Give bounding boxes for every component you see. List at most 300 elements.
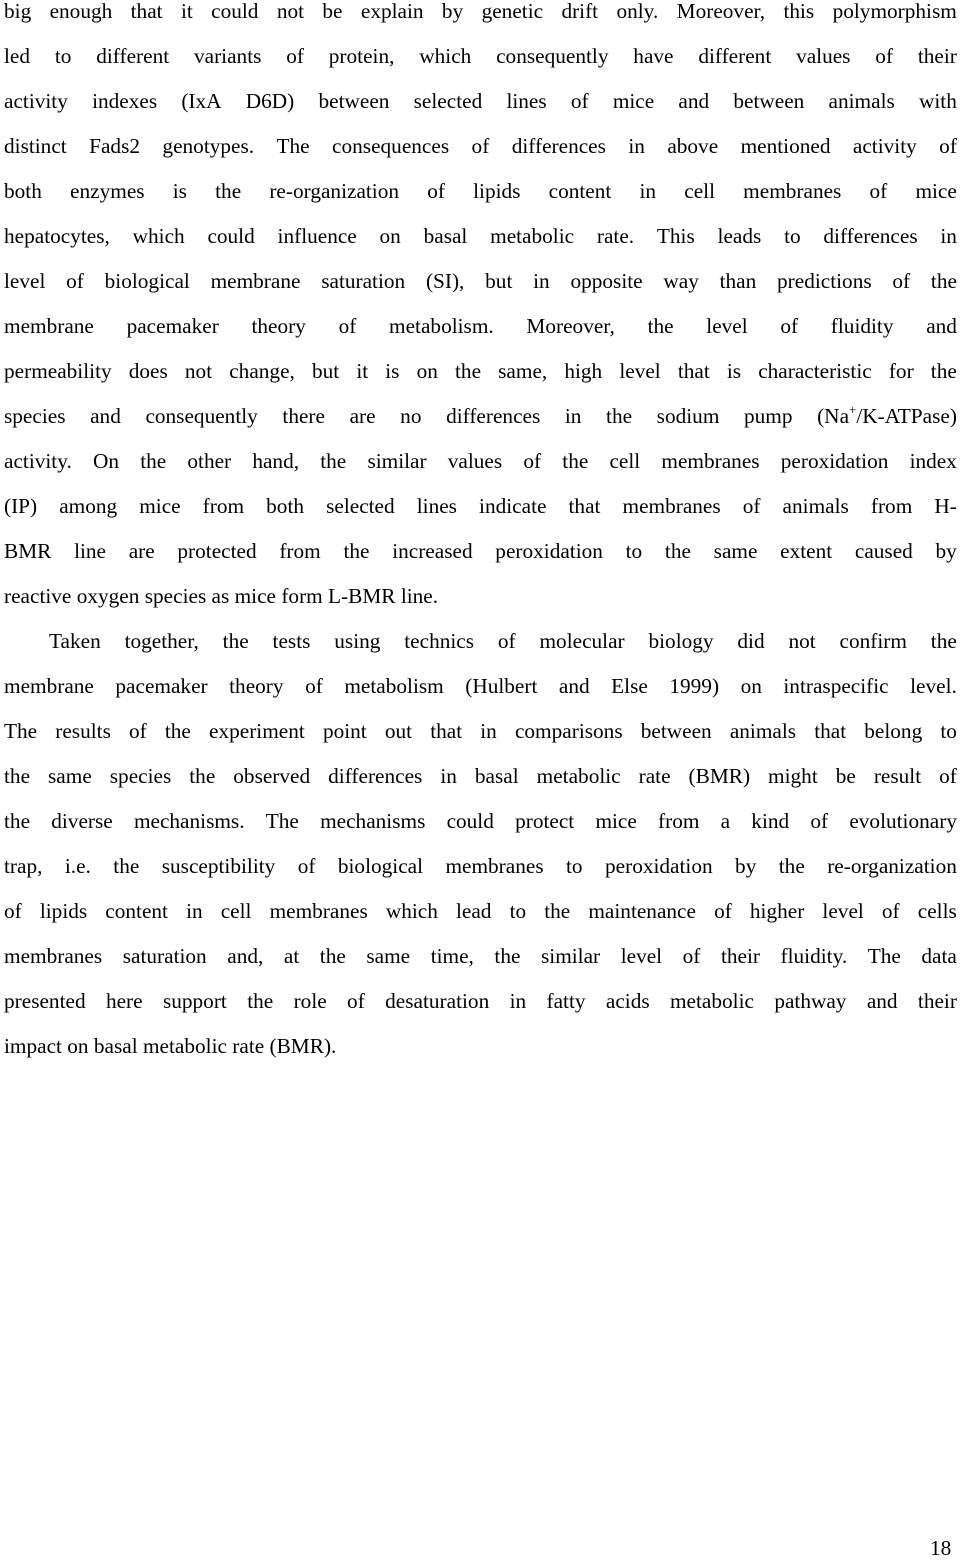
- text-word: the: [140, 449, 167, 473]
- text-word: on: [379, 224, 401, 248]
- text-word: of: [875, 44, 894, 68]
- text-word: theory: [229, 674, 284, 698]
- text-word: in: [628, 134, 645, 158]
- text-word: of: [939, 134, 957, 158]
- text-word: indexes: [92, 89, 158, 113]
- text-word: the: [606, 404, 633, 428]
- text-word: only.: [616, 0, 659, 23]
- text-word: in: [186, 899, 203, 923]
- text-word: in: [533, 269, 550, 293]
- text-word: in: [564, 404, 582, 428]
- text-word: of: [286, 44, 304, 68]
- text-word: level: [619, 359, 661, 383]
- text-word: mentioned: [740, 134, 831, 158]
- text-word: the: [544, 899, 571, 923]
- text-word: rate.: [596, 224, 635, 248]
- text-word: there: [282, 404, 325, 428]
- text-word: that: [677, 359, 710, 383]
- text-word: did: [737, 629, 765, 653]
- text-word: desaturation: [385, 989, 490, 1013]
- text-word: of: [869, 179, 888, 203]
- text-word: together,: [124, 629, 199, 653]
- text-word: (SI),: [425, 269, 465, 293]
- text-word: to: [566, 854, 583, 878]
- text-word: mice: [915, 179, 957, 203]
- text-word: be: [322, 0, 343, 23]
- text-word: On: [92, 449, 120, 473]
- text-word: i.e.: [64, 854, 91, 878]
- text-word: in: [480, 719, 497, 743]
- text-word: (IxA: [181, 89, 222, 113]
- text-word: among: [59, 494, 118, 518]
- text-word: the: [247, 989, 274, 1013]
- text-word: genotypes.: [162, 134, 255, 158]
- text-word: membrane: [4, 314, 94, 338]
- text-word: to: [54, 44, 72, 68]
- text-word: is: [726, 359, 742, 383]
- text-word: membranes: [4, 944, 103, 968]
- text-word: be: [835, 764, 856, 788]
- text-word: selected: [326, 494, 395, 518]
- text-word: sodium: [656, 404, 720, 428]
- text-word: peroxidation: [780, 449, 889, 473]
- text-word: metabolic: [669, 989, 754, 1013]
- text-word: rate: [638, 764, 671, 788]
- text-word: differences: [328, 764, 423, 788]
- text-word: could: [211, 0, 259, 23]
- text-word: activity: [4, 89, 68, 113]
- text-word: evolutionary: [849, 809, 957, 833]
- text-word: differences: [446, 404, 541, 428]
- text-line: [4, 176, 957, 206]
- text-word: metabolism: [344, 674, 444, 698]
- text-line: [4, 356, 957, 386]
- text-word: and: [926, 314, 957, 338]
- text-word: the: [455, 359, 482, 383]
- text-word: characteristic: [758, 359, 872, 383]
- text-word: This: [656, 224, 695, 248]
- text-word: The: [265, 809, 299, 833]
- text-word: but: [311, 359, 340, 383]
- text-word: similar: [367, 449, 427, 473]
- text-word: the: [215, 179, 242, 203]
- text-word: presented: [4, 989, 86, 1013]
- text-word: cells: [917, 899, 957, 923]
- text-word: experiment: [209, 719, 305, 743]
- text-word: variants: [193, 44, 262, 68]
- text-word: could: [446, 809, 494, 833]
- text-word: similar: [541, 944, 601, 968]
- text-line: [4, 311, 957, 341]
- text-word: of: [810, 809, 829, 833]
- text-word: which: [419, 44, 472, 68]
- text-line: [4, 941, 957, 971]
- text-word: of: [66, 269, 84, 293]
- text-word: Taken: [49, 629, 101, 653]
- text-word: metabolism.: [389, 314, 494, 338]
- text-word: Else: [611, 674, 648, 698]
- text-word: lines: [506, 89, 547, 113]
- text-word: the: [4, 809, 31, 833]
- text-word: tests: [272, 629, 311, 653]
- text-word: saturation: [122, 944, 207, 968]
- text-word: influence: [277, 224, 357, 248]
- text-word: led: [4, 44, 31, 68]
- text-word: The: [867, 944, 901, 968]
- text-word: using: [334, 629, 381, 653]
- text-word: susceptibility: [161, 854, 276, 878]
- text-line: [49, 626, 957, 656]
- text-word: lipids: [39, 899, 88, 923]
- text-word: in: [940, 224, 957, 248]
- text-word: between: [733, 89, 805, 113]
- text-word: molecular: [539, 629, 625, 653]
- text-word: at: [283, 944, 300, 968]
- text-word: level: [620, 944, 663, 968]
- text-word: but: [485, 269, 513, 293]
- text-word: level: [706, 314, 748, 338]
- text-word: for: [888, 359, 914, 383]
- text-line: [4, 221, 957, 251]
- text-word: that: [430, 719, 463, 743]
- text-word: that: [568, 494, 601, 518]
- text-word: mechanisms.: [133, 809, 245, 833]
- text-word: that: [814, 719, 847, 743]
- text-word: and: [90, 404, 121, 428]
- text-word: are: [349, 404, 376, 428]
- text-word: trap,: [4, 854, 43, 878]
- text-word: by: [935, 539, 957, 563]
- text-word: the: [189, 764, 216, 788]
- text-word: (Na+/K-ATPase): [817, 402, 957, 428]
- text-word: lipids: [473, 179, 521, 203]
- text-word: with: [918, 89, 957, 113]
- text-word: their: [917, 44, 957, 68]
- text-word: protect: [515, 809, 575, 833]
- text-word: by: [735, 854, 757, 878]
- text-word: of: [471, 134, 490, 158]
- text-word: genetic: [481, 0, 544, 23]
- text-word: differences: [511, 134, 606, 158]
- text-word: the: [222, 629, 249, 653]
- text-word: not: [184, 359, 213, 383]
- text-word: a: [720, 809, 731, 833]
- text-word: pacemaker: [126, 314, 219, 338]
- text-word: pathway: [774, 989, 847, 1013]
- text-word: pump: [743, 404, 793, 428]
- text-word: level.: [910, 674, 957, 698]
- text-word: Fads2: [89, 134, 141, 158]
- text-line: [4, 0, 957, 26]
- text-word: could: [207, 224, 255, 248]
- text-word: high: [564, 359, 603, 383]
- text-word: the: [4, 764, 31, 788]
- text-word: by: [441, 0, 464, 23]
- text-word: biology: [648, 629, 714, 653]
- text-word: and: [866, 989, 898, 1013]
- text-line: [4, 671, 957, 701]
- text-word: theory: [251, 314, 306, 338]
- text-word: role: [293, 989, 327, 1013]
- text-word: Moreover,: [526, 314, 615, 338]
- text-word: of: [682, 944, 701, 968]
- text-word: kind: [751, 809, 790, 833]
- text-word: time,: [430, 944, 474, 968]
- text-word: of: [892, 269, 911, 293]
- text-word: increased: [392, 539, 473, 563]
- text-word: enzymes: [70, 179, 145, 203]
- text-word: extent: [780, 539, 833, 563]
- text-word: from: [658, 809, 700, 833]
- text-word: above: [667, 134, 719, 158]
- text-word: metabolic: [536, 764, 621, 788]
- text-word: does: [128, 359, 168, 383]
- text-word: the: [778, 854, 805, 878]
- text-word: in: [509, 989, 527, 1013]
- text-word: which: [385, 899, 438, 923]
- text-word: of: [881, 899, 900, 923]
- text-word: the: [930, 269, 957, 293]
- text-word: leads: [717, 224, 762, 248]
- text-word: hepatocytes,: [4, 224, 110, 248]
- text-word: from: [870, 494, 913, 518]
- text-word: different: [96, 44, 170, 68]
- text-word: their: [720, 944, 760, 968]
- text-word: results: [55, 719, 111, 743]
- text-word: their: [917, 989, 957, 1013]
- text-word: point: [322, 719, 367, 743]
- text-word: activity: [852, 134, 917, 158]
- text-word: this: [783, 0, 815, 23]
- text-line: [4, 806, 957, 836]
- text-word: to: [509, 899, 527, 923]
- text-word: saturation: [321, 269, 406, 293]
- text-word: the: [343, 539, 370, 563]
- text-word: might: [768, 764, 818, 788]
- text-word: animals: [828, 89, 895, 113]
- text-word: biological: [337, 854, 424, 878]
- text-word: that: [130, 0, 163, 23]
- text-word: indicate: [479, 494, 547, 518]
- text-word: and: [558, 674, 590, 698]
- text-word: (IP): [4, 494, 38, 518]
- text-word: explain: [360, 0, 424, 23]
- page-number: 18: [930, 1536, 952, 1560]
- text-word: cell: [684, 179, 715, 203]
- text-word: to: [940, 719, 957, 743]
- text-word: membranes: [445, 854, 544, 878]
- text-word: way: [663, 269, 699, 293]
- text-word: peroxidation: [495, 539, 603, 563]
- text-word: technics: [404, 629, 475, 653]
- text-word: support: [162, 989, 227, 1013]
- text-word: not: [788, 629, 816, 653]
- text-word: predictions: [777, 269, 872, 293]
- text-word: lines: [416, 494, 457, 518]
- text-line: [4, 716, 957, 746]
- text-word: animals: [729, 719, 797, 743]
- text-word: metabolic: [490, 224, 575, 248]
- text-word: consequently: [145, 404, 258, 428]
- text-word: same: [366, 944, 411, 968]
- text-word: of: [780, 314, 799, 338]
- text-word: of: [338, 314, 357, 338]
- text-word: result: [873, 764, 922, 788]
- text-word: the: [562, 449, 589, 473]
- text-word: line: [74, 539, 106, 563]
- text-word: of: [570, 89, 589, 113]
- text-word: intraspecific: [783, 674, 889, 698]
- text-word: same,: [498, 359, 548, 383]
- text-word: values: [447, 449, 503, 473]
- text-word: differences: [823, 224, 918, 248]
- text-word: mice: [139, 494, 181, 518]
- text-word: (Hulbert: [465, 674, 538, 698]
- text-word: of: [347, 989, 365, 1013]
- text-word: enough: [49, 0, 113, 23]
- text-line: [4, 41, 957, 71]
- text-word: from: [279, 539, 321, 563]
- text-word: on: [740, 674, 762, 698]
- text-word: membrane: [4, 674, 94, 698]
- text-word: level: [822, 899, 864, 923]
- text-word: the: [113, 854, 140, 878]
- text-word: on: [416, 359, 438, 383]
- text-word: no: [400, 404, 422, 428]
- text-word: is: [385, 359, 400, 383]
- text-word: D6D): [245, 89, 295, 113]
- text-word: The: [4, 719, 38, 743]
- text-word: to: [625, 539, 643, 563]
- text-word: both: [4, 179, 42, 203]
- text-line: [4, 86, 957, 116]
- text-line: [4, 401, 957, 431]
- text-word: data: [921, 944, 957, 968]
- text-word: permeability: [4, 359, 112, 383]
- text-line: [4, 491, 957, 521]
- text-word: here: [105, 989, 143, 1013]
- text-word: of: [297, 854, 316, 878]
- text-word: acids: [605, 989, 650, 1013]
- text-line: impact on basal metabolic rate (BMR).: [4, 1034, 337, 1058]
- text-word: basal: [423, 224, 468, 248]
- text-word: observed: [233, 764, 311, 788]
- text-word: distinct: [4, 134, 67, 158]
- text-word: confirm: [839, 629, 907, 653]
- text-word: change,: [229, 359, 295, 383]
- text-word: basal: [474, 764, 519, 788]
- text-word: membranes: [661, 449, 760, 473]
- text-word: re-organization: [269, 179, 400, 203]
- text-line: [4, 536, 957, 566]
- text-word: the: [930, 359, 957, 383]
- text-line: reactive oxygen species as mice form L-BMR line.: [4, 584, 439, 608]
- text-word: are: [128, 539, 155, 563]
- text-word: species: [4, 404, 66, 428]
- text-word: between: [640, 719, 712, 743]
- text-word: mice: [612, 89, 655, 113]
- text-word: activity.: [4, 449, 72, 473]
- text-word: level: [4, 269, 46, 293]
- text-word: in: [639, 179, 657, 203]
- text-word: comparisons: [514, 719, 623, 743]
- text-word: of: [742, 494, 761, 518]
- text-word: of: [523, 449, 542, 473]
- text-word: both: [266, 494, 305, 518]
- text-line: [4, 851, 957, 881]
- text-word: than: [719, 269, 757, 293]
- text-word: drift: [561, 0, 599, 23]
- text-word: of: [305, 674, 323, 698]
- text-word: of: [714, 899, 732, 923]
- text-word: opposite: [570, 269, 643, 293]
- text-word: protected: [177, 539, 257, 563]
- text-word: lead: [455, 899, 492, 923]
- text-word: cell: [220, 899, 252, 923]
- text-line: [4, 761, 957, 791]
- text-word: different: [698, 44, 772, 68]
- text-word: maintenance: [588, 899, 696, 923]
- text-word: mechanisms: [320, 809, 426, 833]
- text-word: have: [633, 44, 674, 68]
- text-word: Moreover,: [676, 0, 766, 23]
- text-word: big: [4, 0, 32, 23]
- text-word: The: [276, 134, 310, 158]
- text-word: selected: [413, 89, 483, 113]
- text-word: index: [909, 449, 957, 473]
- text-word: polymorphism: [832, 0, 957, 23]
- text-word: hand,: [252, 449, 300, 473]
- text-word: of: [427, 179, 445, 203]
- text-word: out: [384, 719, 413, 743]
- text-word: diverse: [51, 809, 113, 833]
- text-word: it: [356, 359, 369, 383]
- text-word: animals: [782, 494, 849, 518]
- text-word: values: [796, 44, 851, 68]
- text-line: [4, 896, 957, 926]
- text-word: of: [128, 719, 147, 743]
- text-word: of: [497, 629, 516, 653]
- text-word: consequences: [332, 134, 450, 158]
- text-word: membranes: [743, 179, 842, 203]
- text-word: and,: [227, 944, 264, 968]
- text-word: content: [548, 179, 612, 203]
- text-word: belong: [864, 719, 923, 743]
- text-word: between: [318, 89, 390, 113]
- text-word: pacemaker: [115, 674, 208, 698]
- text-word: and: [678, 89, 710, 113]
- text-word: content: [105, 899, 168, 923]
- text-word: it: [180, 0, 193, 23]
- text-word: to: [784, 224, 801, 248]
- text-word: the: [647, 314, 674, 338]
- text-line: [4, 446, 957, 476]
- text-word: in: [440, 764, 457, 788]
- text-word: the: [930, 629, 957, 653]
- text-word: not: [276, 0, 305, 23]
- text-word: caused: [854, 539, 913, 563]
- text-word: of: [939, 764, 957, 788]
- text-word: the: [319, 944, 346, 968]
- text-word: fluidity: [830, 314, 894, 338]
- text-word: fatty: [546, 989, 586, 1013]
- text-word: same: [713, 539, 758, 563]
- text-word: the: [494, 944, 521, 968]
- text-word: species: [109, 764, 172, 788]
- text-word: H-: [934, 494, 957, 518]
- text-word: membranes: [269, 899, 368, 923]
- text-word: consequently: [496, 44, 609, 68]
